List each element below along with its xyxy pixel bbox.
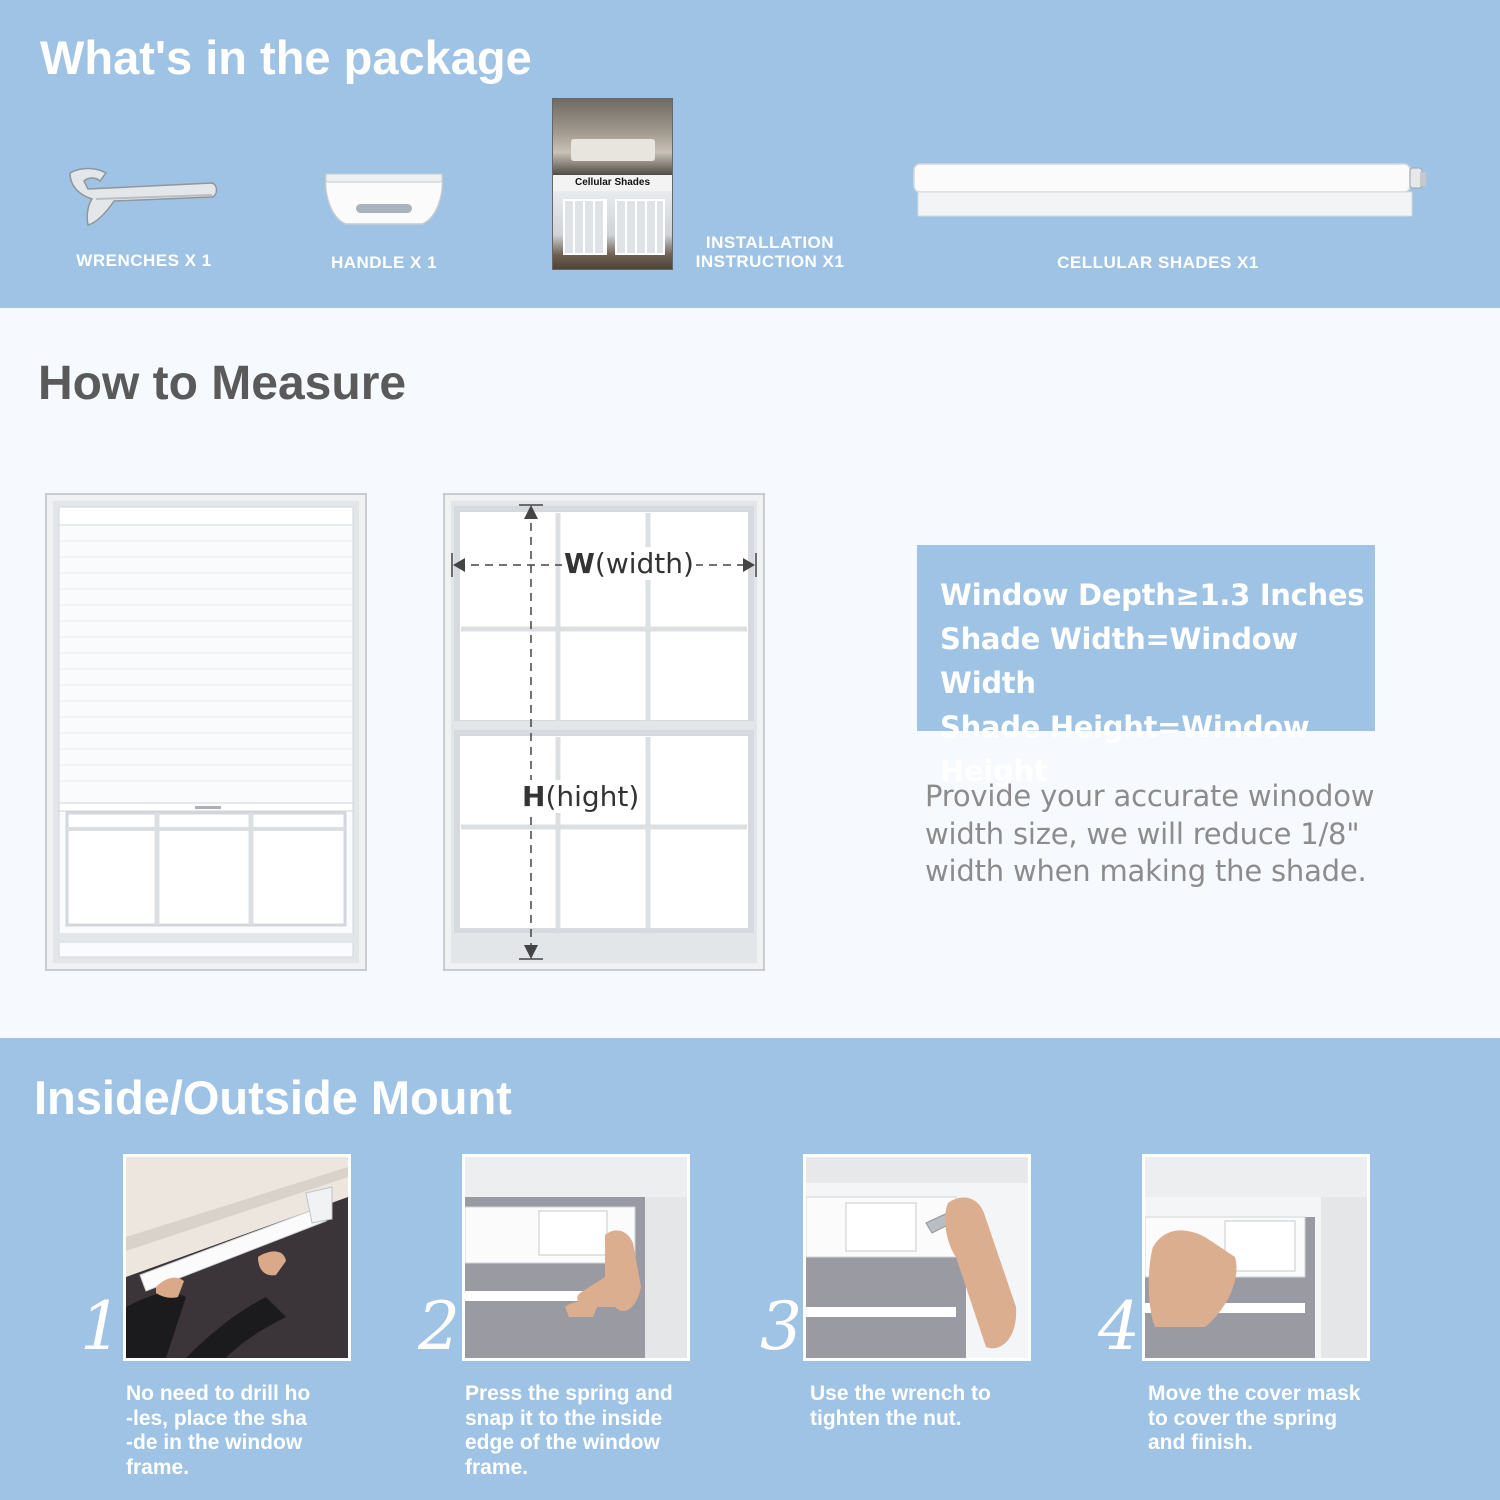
step-3-number: 3 (760, 1288, 802, 1365)
height-word: (hight) (545, 780, 640, 813)
step-1-line: frame. (126, 1455, 190, 1479)
step-4-photo (1142, 1154, 1370, 1361)
width-dimension-label (562, 547, 696, 580)
step-1-photo (123, 1154, 351, 1361)
step-2-text (465, 1382, 673, 1480)
instruction-label-line2: INSTRUCTION X1 (695, 252, 845, 271)
rule-height: Shade Height=Window Height (940, 710, 1310, 788)
step-4-text (1148, 1382, 1360, 1456)
measure-rules-box (917, 545, 1375, 788)
step-2-line: frame. (465, 1455, 529, 1479)
cellular-shade-rail-image (912, 160, 1428, 222)
width-reduction-note: Provide your accurate winodow width size, we will reduce 1/8" width when making the shade. (925, 779, 1375, 888)
rule-depth: Window Depth≥1.3 Inches (940, 578, 1365, 612)
step-1-number: 1 (80, 1288, 122, 1365)
booklet-cover-text: Cellular Shades (553, 175, 672, 191)
cellular-shades-label: CELLULAR SHADES X1 (1057, 253, 1259, 272)
step-2-number: 2 (418, 1288, 460, 1365)
step-1-line: -les, place the sha (126, 1406, 307, 1430)
step-4-line: and finish. (1148, 1431, 1253, 1454)
rule-width: Shade Width=Window Width (940, 622, 1298, 700)
step-2-line: edge of the window (465, 1431, 660, 1454)
step-1-line: No need to drill ho (126, 1382, 311, 1405)
step-4-number: 4 (1098, 1288, 1140, 1365)
instruction-booklet-image (552, 98, 673, 270)
step-3-line: tighten the nut. (810, 1406, 962, 1430)
instruction-label (680, 233, 860, 271)
step-3-text (810, 1382, 991, 1431)
step-3-line: Use the wrench to (810, 1382, 991, 1405)
window-with-shade-image (45, 493, 367, 971)
step-1-line: -de in the window (126, 1431, 303, 1454)
step-4-line: Move the cover mask (1148, 1382, 1361, 1405)
wrench-icon (66, 165, 218, 227)
height-letter: H (522, 780, 546, 813)
handle-label: HANDLE X 1 (330, 253, 438, 272)
step-2-line: snap it to the inside (465, 1406, 663, 1430)
step-4-line: to cover the spring (1148, 1406, 1338, 1430)
measure-title: How to Measure (38, 357, 407, 410)
mount-title: Inside/Outside Mount (34, 1071, 512, 1124)
step-2-line: Press the spring and (465, 1382, 673, 1405)
width-word: (width) (594, 547, 694, 580)
wrench-label: WRENCHES X 1 (76, 251, 212, 270)
width-letter: W (564, 547, 595, 580)
step-2-photo (462, 1154, 690, 1361)
height-dimension-label (520, 780, 641, 813)
instruction-label-line1: INSTALLATION (705, 233, 835, 252)
handle-icon (322, 172, 446, 228)
step-1-text (126, 1382, 310, 1480)
step-3-photo (803, 1154, 1031, 1361)
package-title: What's in the package (40, 31, 532, 84)
